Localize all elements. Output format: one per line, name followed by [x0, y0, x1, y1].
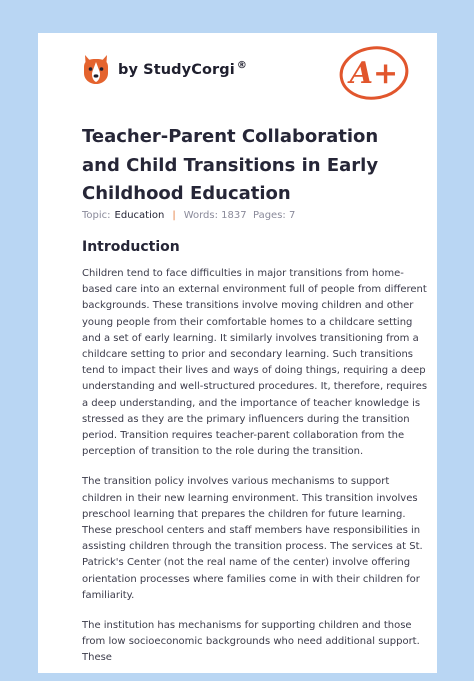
page-count: Pages: 7 — [252, 210, 296, 221]
section-heading: Introduction — [82, 239, 180, 255]
word-count: Words: 1837 — [183, 210, 247, 221]
page-title: Teacher-Parent Collaboration and Child Transitions in Early Childhood Education — [82, 126, 379, 204]
brand-logo[interactable] — [82, 52, 247, 86]
grade-text: A+ — [349, 56, 399, 91]
paragraph: Children tend to face difficulties in major transitions from home-based care into an external environment full of people from different backgrounds. These transitions involve moving children and other young people from their comfortable homes to a childcare setting and a set of early learning. It similarly involves transitioning from a childcare setting to prior and secondary learning. Such transitions tend to impact their lives and ways of doing things, requiring a deep understanding and well-structured procedures. It, therefore, requires a deep understanding, and the importance of teacher knowledge is stressed as they are the primary influencers during the transition period. Transition requires teacher-parent collaboration from the perception of transition to the role during the transition. — [82, 268, 428, 458]
meta-separator: | — [172, 210, 176, 221]
document-meta — [82, 210, 295, 221]
topic-link[interactable]: Education — [114, 210, 165, 221]
paragraph: The transition policy involves various mechanisms to support children in their new learning environment. This transition involves preschool learning that prepares the children for future learning. These preschool centers and staff members have responsibilities in assisting children through the transition process. The services at St. Patrick's Center (not the real name of the center) involve offering orientation processes where families come in with their children for familiarity. — [82, 476, 423, 601]
section-body — [82, 266, 430, 681]
brand-name: by StudyCorgi ® — [118, 60, 247, 78]
paragraph: The institution has mechanisms for supporting children and those from low socioeconomic backgrounds who need additional support. These — [82, 620, 420, 664]
grade-badge — [337, 43, 411, 107]
corgi-icon — [82, 53, 110, 85]
topic-label: Topic: — [82, 210, 111, 221]
document-card — [38, 33, 437, 673]
